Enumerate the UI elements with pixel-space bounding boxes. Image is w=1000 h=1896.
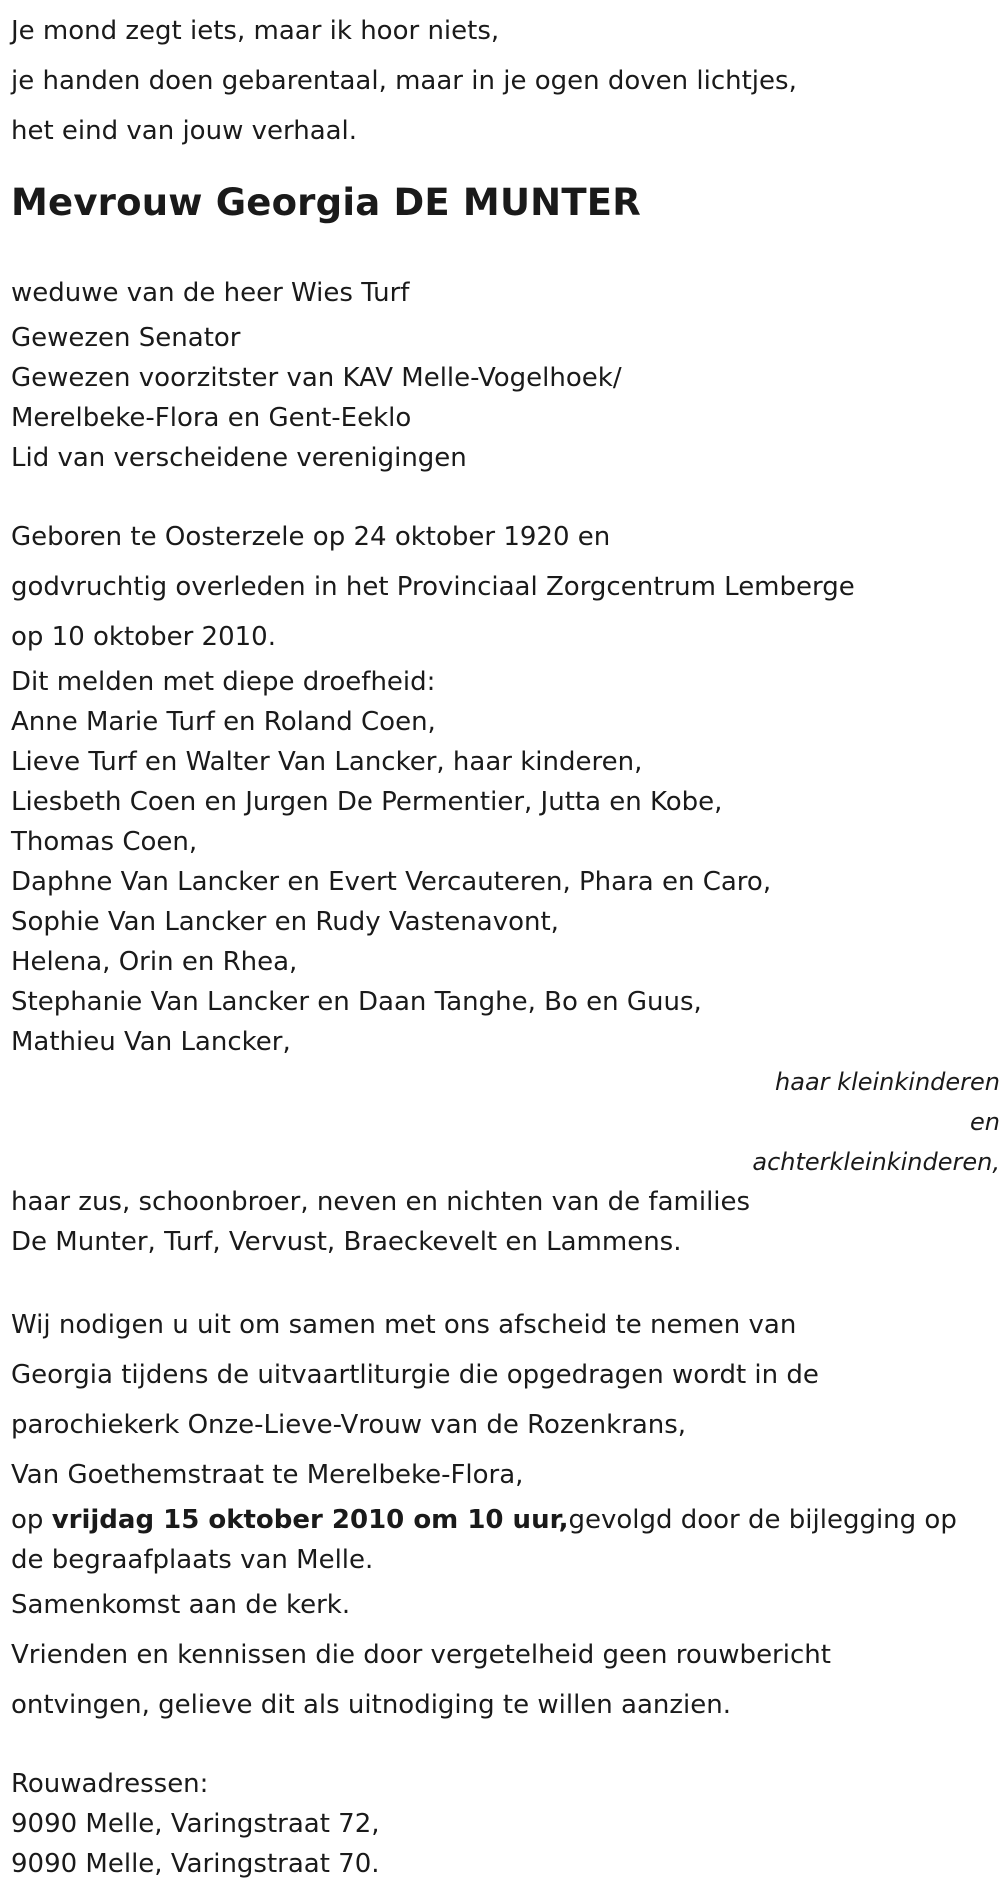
family-line: Daphne Van Lancker en Evert Vercauteren, Phara en Caro,: [11, 867, 772, 897]
grandchildren-line: en: [970, 1108, 1000, 1136]
birth-death-line: op 10 oktober 2010.: [11, 622, 276, 652]
family-line: Dit melden met diepe droefheid:: [11, 667, 436, 697]
ceremony-date-time: vrijdag 15 oktober 2010 om 10 uur,: [51, 1505, 569, 1535]
grandchildren-line: achterkleinkinderen,: [752, 1148, 1000, 1176]
mourning-addresses: [11, 1764, 1000, 1884]
address-line: 9090 Melle, Varingstraat 72,: [11, 1809, 380, 1839]
birth-death-line: godvruchtig overleden in het Provinciaal Zorgcentrum Lemberge: [11, 572, 855, 602]
relatives-list: [11, 1182, 1000, 1262]
family-line: Mathieu Van Lancker,: [11, 1027, 291, 1057]
family-list: [11, 662, 1000, 1062]
gathering-line: Samenkomst aan de kerk.: [11, 1590, 351, 1620]
poem-line: Je mond zegt iets, maar ik hoor niets,: [11, 16, 500, 46]
grandchildren-label: [11, 1062, 1000, 1182]
birth-death-info: [11, 512, 1000, 662]
family-line: Thomas Coen,: [11, 827, 198, 857]
family-line: Anne Marie Turf en Roland Coen,: [11, 707, 436, 737]
ceremony-suffix: gevolgd door de bijlegging op de begraafplaats van Melle.: [11, 1505, 957, 1575]
poem-line: het eind van jouw verhaal.: [11, 116, 358, 146]
poem-line: je handen doen gebarentaal, maar in je ogen doven lichtjes,: [11, 66, 797, 96]
relatives-line: De Munter, Turf, Vervust, Braeckevelt en Lammens.: [11, 1227, 682, 1257]
ceremony-prefix: op: [11, 1505, 52, 1535]
poem: [11, 0, 1000, 156]
deceased-name: Mevrouw Georgia DE MUNTER: [11, 181, 641, 224]
address-line: 9090 Melle, Varingstraat 70.: [11, 1849, 380, 1879]
role-line: Gewezen voorzitster van KAV Melle-Vogelhoek/: [11, 363, 622, 393]
family-line: Helena, Orin en Rhea,: [11, 947, 298, 977]
note-line: ontvingen, gelieve dit als uitnodiging te willen aanzien.: [11, 1690, 731, 1720]
gathering-and-note: [11, 1580, 1000, 1730]
role-line: Merelbeke-Flora en Gent-Eeklo: [11, 403, 412, 433]
family-line: Stephanie Van Lancker en Daan Tanghe, Bo en Guus,: [11, 987, 702, 1017]
birth-death-line: Geboren te Oosterzele op 24 oktober 1920 en: [11, 522, 611, 552]
note-line: Vrienden en kennissen die door vergetelheid geen rouwbericht: [11, 1640, 831, 1670]
widow-of: weduwe van de heer Wies Turf: [11, 278, 410, 308]
grandchildren-line: haar kleinkinderen: [775, 1068, 1000, 1096]
invitation-line: Wij nodigen u uit om samen met ons afscheid te nemen van: [11, 1310, 797, 1340]
ceremony-datetime: [11, 1500, 996, 1580]
invitation-line: parochiekerk Onze-Lieve-Vrouw van de Rozenkrans,: [11, 1410, 687, 1440]
invitation: [11, 1300, 1000, 1500]
address-line: Rouwadressen:: [11, 1769, 209, 1799]
family-line: Lieve Turf en Walter Van Lancker, haar kinderen,: [11, 747, 643, 777]
invitation-line: Van Goethemstraat te Merelbeke-Flora,: [11, 1460, 524, 1490]
role-line: Lid van verscheidene verenigingen: [11, 443, 467, 473]
relatives-line: haar zus, schoonbroer, neven en nichten van de families: [11, 1187, 751, 1217]
invitation-line: Georgia tijdens de uitvaartliturgie die opgedragen wordt in de: [11, 1360, 819, 1390]
role-line: Gewezen Senator: [11, 323, 241, 353]
family-line: Sophie Van Lancker en Rudy Vastenavont,: [11, 907, 559, 937]
family-line: Liesbeth Coen en Jurgen De Permentier, Jutta en Kobe,: [11, 787, 723, 817]
roles-list: [11, 318, 1000, 478]
